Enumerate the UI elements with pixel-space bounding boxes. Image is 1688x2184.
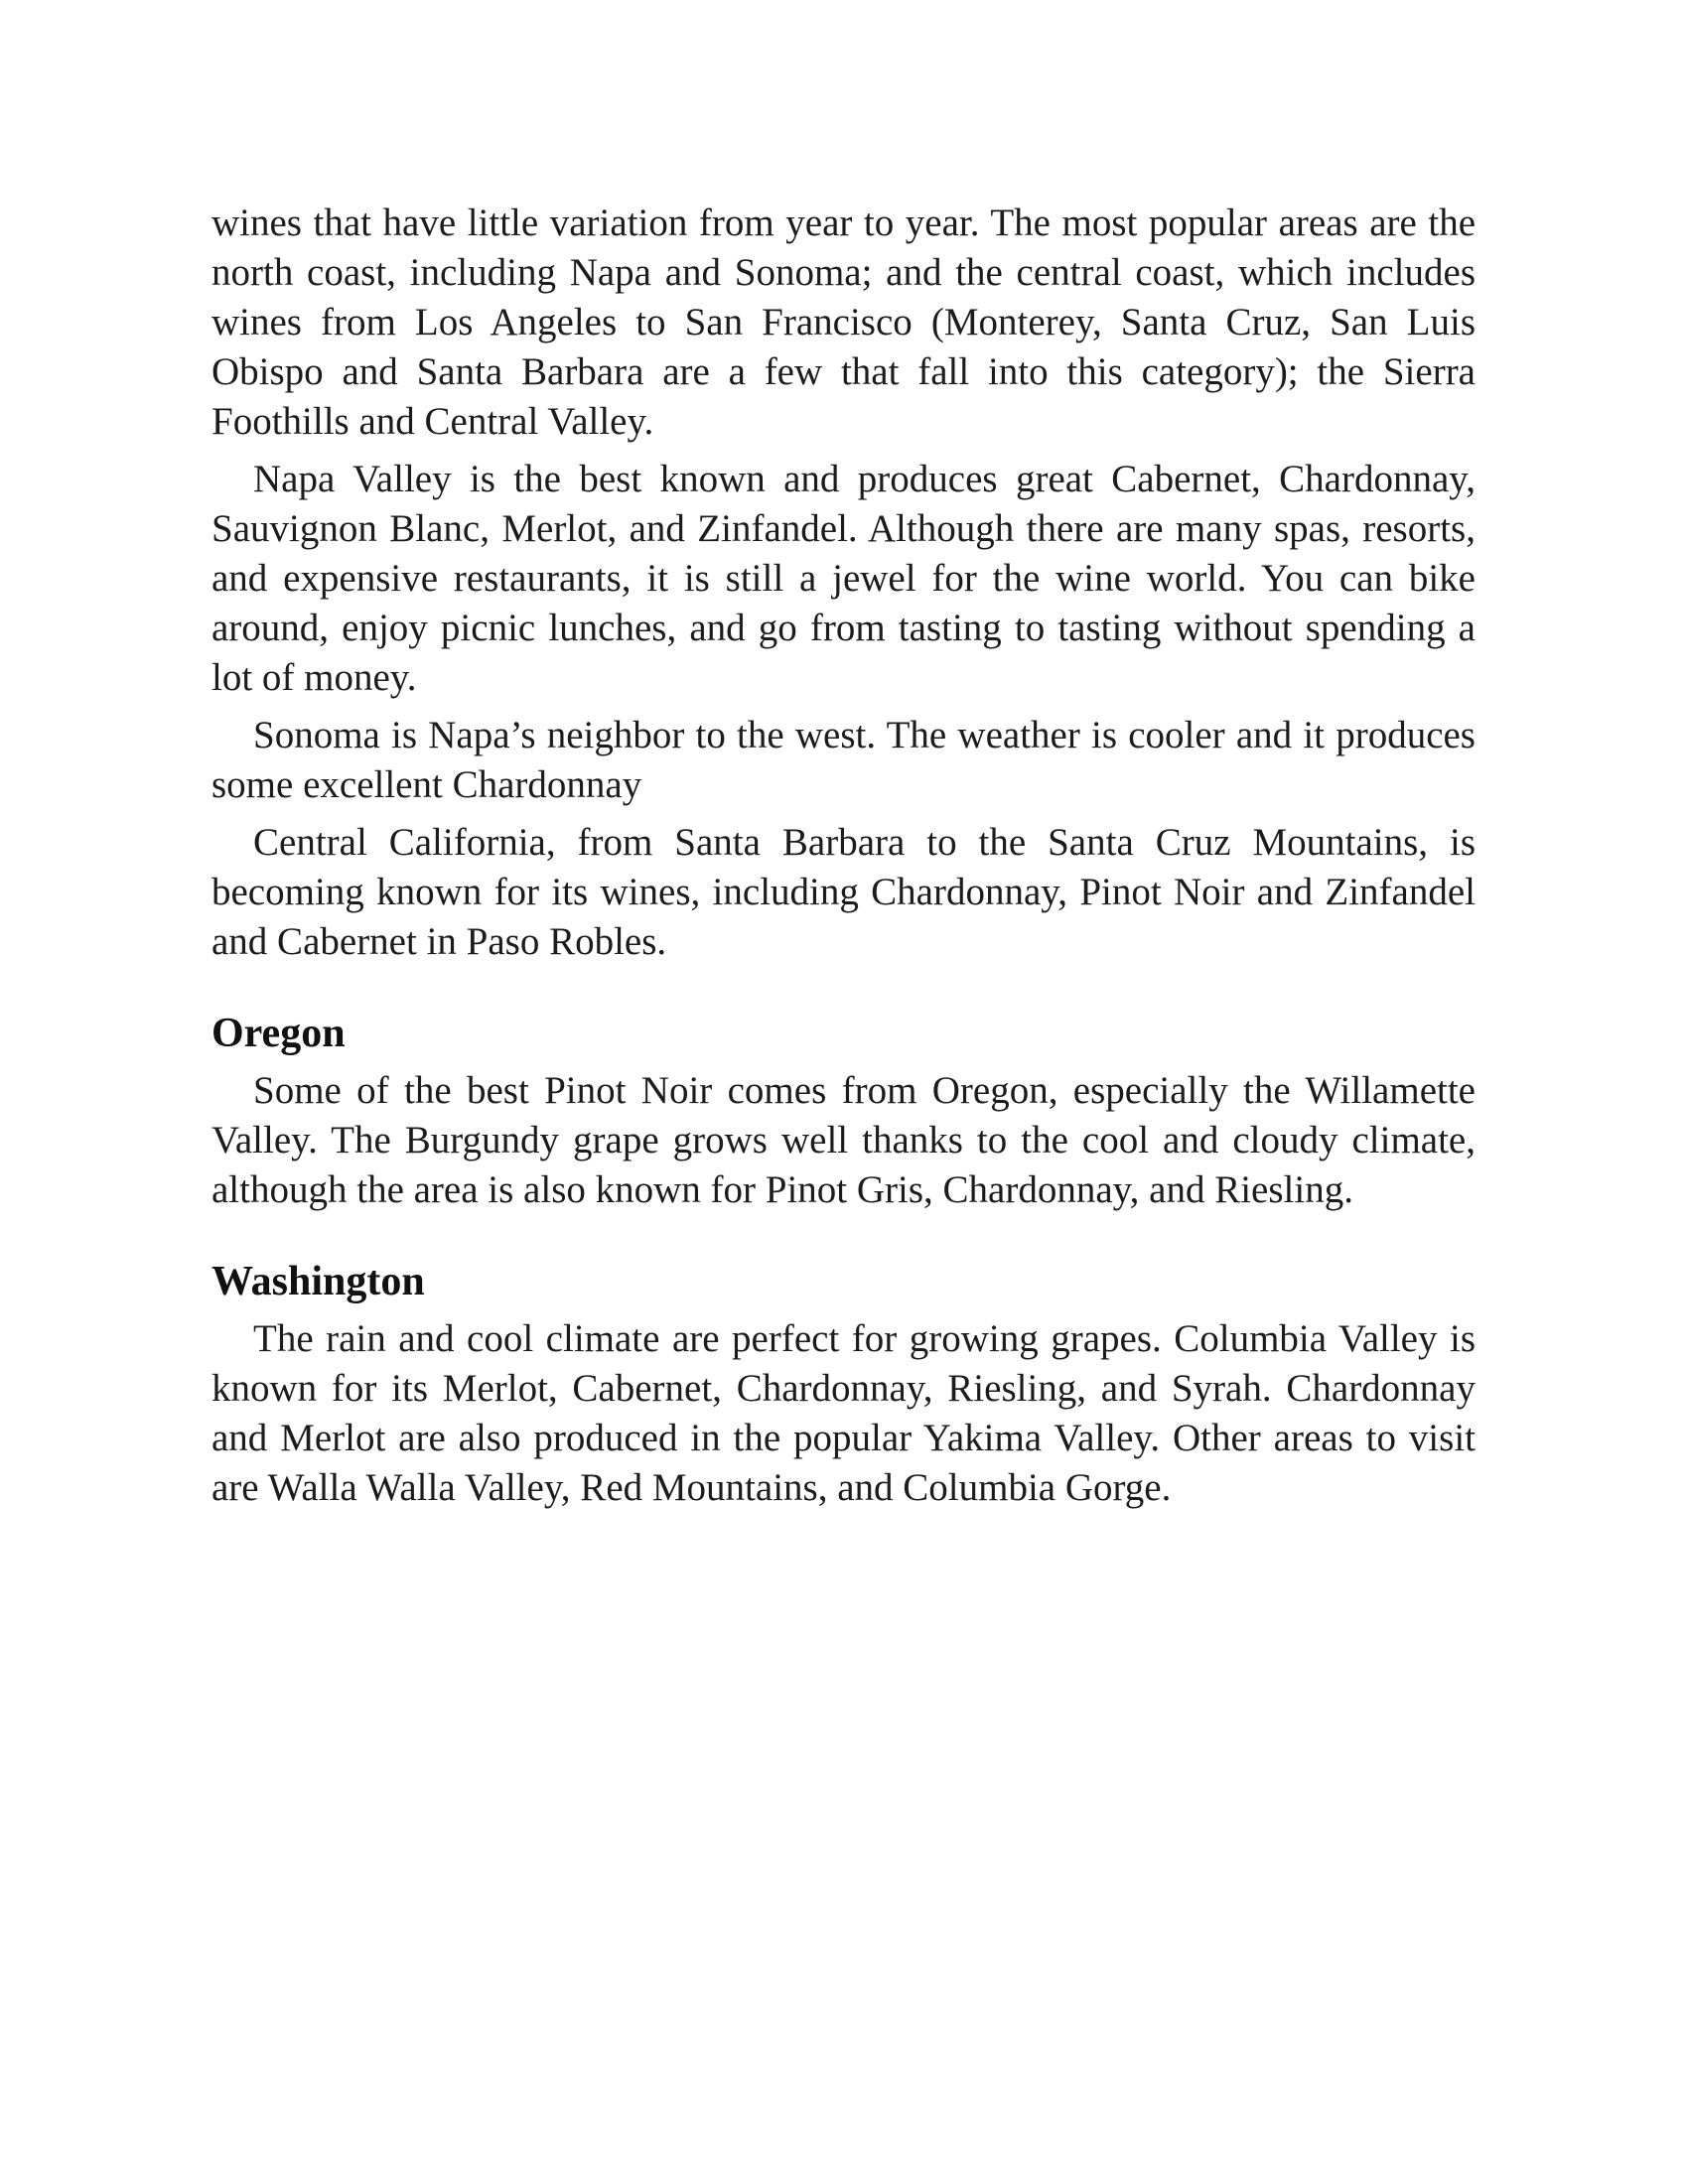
washington-paragraph: The rain and cool climate are perfect for growing grapes. Columbia Valley is known for its Merlot, Cabernet, Chardonnay, Riesling, and Syrah. Chardonnay and Merlot are also produced in the popular Yakima Valley. Other areas to visit are Walla Walla Valley, Red Mountains, and Columbia Gorge. <box>211 1317 1476 1509</box>
oregon-heading: Oregon <box>211 1011 346 1056</box>
document-page <box>211 199 1476 1521</box>
central-california-paragraph: Central California, from Santa Barbara to the Santa Cruz Mountains, is becoming known for its wines, including Chardonnay, Pinot Noir and Zinfandel and Cabernet in Paso Robles. <box>211 821 1476 963</box>
napa-paragraph: Napa Valley is the best known and produces great Cabernet, Chardonnay, Sauvignon Blanc, Merlot, and Zinfandel. Although there are many spas, resorts, and expensive restaurants, it is still a jewel for the wine world. You can bike around, enjoy picnic lunches, and go from tasting to tasting without spending a lot of money. <box>211 458 1476 699</box>
intro-continuation-paragraph: wines that have little variation from year to year. The most popular areas are the north coast, including Napa and Sonoma; and the central coast, which includes wines from Los Angeles to San Francisco (Monterey, Santa Cruz, San Luis Obispo and Santa Barbara are a few that fall into this category); the Sierra Foothills and Central Valley. <box>211 202 1476 443</box>
washington-heading: Washington <box>211 1259 425 1304</box>
sonoma-paragraph: Sonoma is Napa’s neighbor to the west. The weather is cooler and it produces some excellent Chardonnay <box>211 714 1476 806</box>
oregon-paragraph: Some of the best Pinot Noir comes from Oregon, especially the Willamette Valley. The Burgundy grape grows well thanks to the cool and cloudy climate, although the area is also known for Pinot Gris, Chardonnay, and Riesling. <box>211 1069 1476 1211</box>
